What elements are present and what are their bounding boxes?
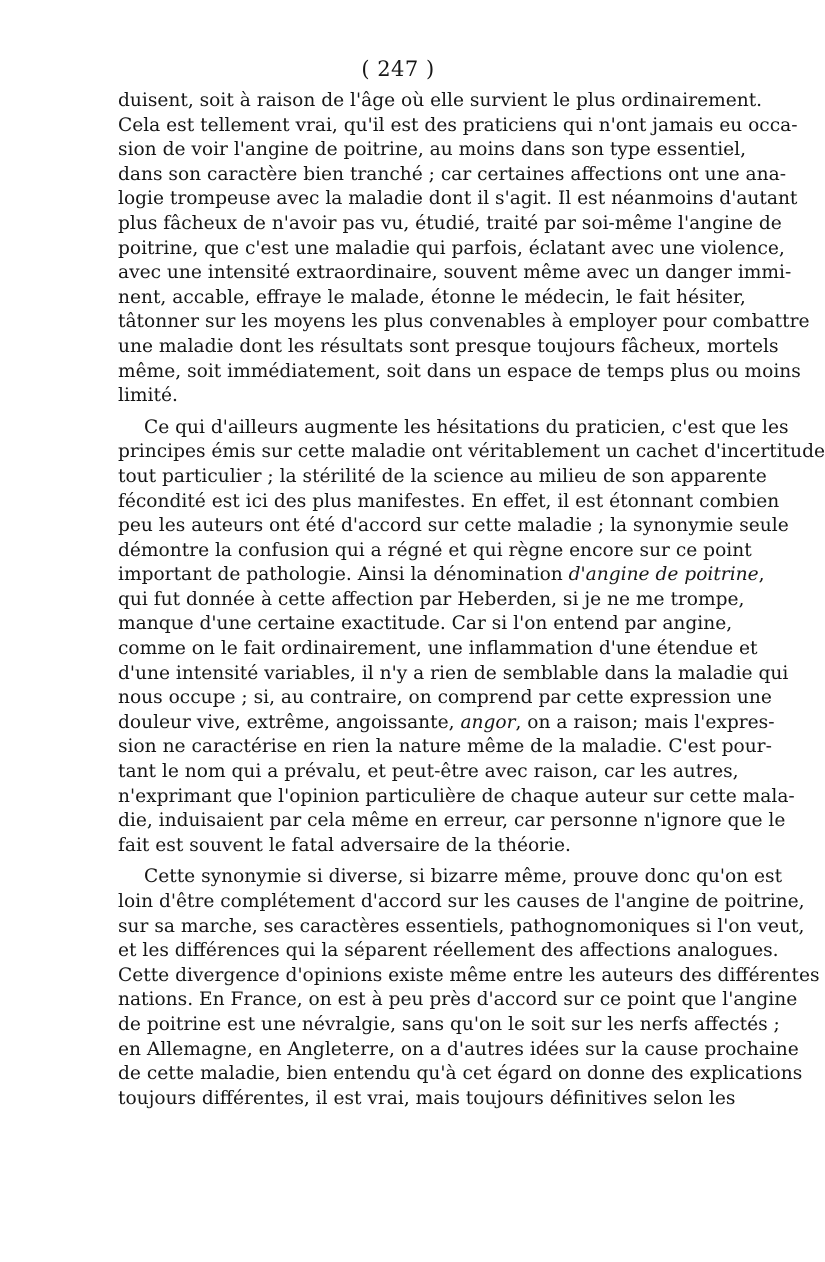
text-line: principes émis sur cette maladie ont véritablement un cachet d'incertitude — [118, 441, 825, 463]
text-line: poitrine, que c'est une maladie qui parfois, éclatant avec une violence, — [118, 237, 785, 259]
paragraph-1 — [118, 89, 810, 409]
text-line: Cette synonymie si diverse, si bizarre même, prouve donc qu'on est — [144, 866, 783, 888]
text-line: logie trompeuse avec la maladie dont il s'agit. Il est néanmoins d'autant — [118, 188, 798, 210]
text-line: nations. En France, on est à peu près d'accord sur ce point que l'angine — [118, 989, 798, 1011]
text-line: tâtonner sur les moyens les plus convenables à employer pour combattre — [118, 311, 810, 333]
text-line: duisent, soit à raison de l'âge où elle survient le plus ordinairement. — [118, 90, 763, 111]
text-line: manque d'une certaine exactitude. Car si l'on entend par angine, — [118, 613, 733, 635]
text-line: tout particulier ; la stérilité de la science au milieu de son apparente — [118, 465, 767, 487]
italic-term: d'angine de poitrine — [568, 564, 759, 586]
text-line: peu les auteurs ont été d'accord sur cette maladie ; la synonymie seule — [118, 515, 789, 537]
text-line: sur sa marche, ses caractères essentiels, pathognomoniques si l'on veut, — [118, 915, 805, 937]
text-line: une maladie dont les résultats sont presque toujours fâcheux, mortels — [118, 335, 779, 357]
text-line: de poitrine est une névralgie, sans qu'on le soit sur les nerfs affectés ; — [118, 1013, 780, 1035]
text-line: sion ne caractérise en rien la nature même de la maladie. C'est pour- — [118, 736, 772, 758]
paragraph-3 — [118, 865, 820, 1111]
text-line: démontre la confusion qui a régné et qui règne encore sur ce point — [118, 539, 752, 561]
text-line: de cette maladie, bien entendu qu'à cet égard on donne des explications — [118, 1063, 803, 1085]
text-line: fait est souvent le fatal adversaire de la théorie. — [118, 834, 571, 856]
text-line: comme on le fait ordinairement, une inflammation d'une étendue et — [118, 638, 758, 660]
italic-term: angor — [460, 711, 516, 733]
text-line: n'exprimant que l'opinion particulière de chaque auteur sur cette mala- — [118, 785, 795, 807]
text-line: en Allemagne, en Angleterre, on a d'autres idées sur la cause prochaine — [118, 1038, 799, 1060]
text-line: Cette divergence d'opinions existe même entre les auteurs des différentes — [118, 964, 820, 986]
text-line: toujours différentes, il est vrai, mais toujours définitives selon les — [118, 1087, 736, 1109]
text-segment: , — [758, 564, 765, 586]
book-page — [118, 55, 825, 1111]
text-line: qui fut donnée à cette affection par Heberden, si je ne me trompe, — [118, 588, 745, 610]
text-line: tant le nom qui a prévalu, et peut-être avec raison, car les autres, — [118, 761, 739, 783]
page-number: ( 247 ) — [361, 57, 435, 81]
text-line: die, induisaient par cela même en erreur, car personne n'ignore que le — [118, 810, 786, 832]
text-segment: douleur vive, extrême, angoissante, — [118, 711, 461, 733]
text-line-with-italic — [118, 711, 775, 736]
text-line: d'une intensité variables, il n'y a rien de semblable dans la maladie qui — [118, 662, 789, 684]
text-line: limité. — [118, 385, 178, 407]
paragraph-2 — [118, 416, 825, 859]
text-line: avec une intensité extraordinaire, souvent même avec un danger immi- — [118, 262, 792, 284]
text-line: même, soit immédiatement, soit dans un espace de temps plus ou moins — [118, 360, 801, 382]
text-line: sion de voir l'angine de poitrine, au moins dans son type essentiel, — [118, 139, 747, 161]
text-line: nent, accable, effraye le malade, étonne le médecin, le fait hésiter, — [118, 286, 746, 308]
text-line: Cela est tellement vrai, qu'il est des praticiens qui n'ont jamais eu occa- — [118, 114, 798, 136]
text-line: dans son caractère bien tranché ; car certaines affections ont une ana- — [118, 163, 786, 185]
text-line: nous occupe ; si, au contraire, on comprend par cette expression une — [118, 687, 772, 709]
text-line: et les différences qui la séparent réellement des affections analogues. — [118, 940, 779, 962]
text-line: fécondité est ici des plus manifestes. En effet, il est étonnant combien — [118, 490, 780, 512]
text-line: Ce qui d'ailleurs augmente les hésitations du praticien, c'est que les — [144, 416, 789, 438]
text-line: plus fâcheux de n'avoir pas vu, étudié, traité par soi-même l'angine de — [118, 212, 782, 234]
text-segment: , on a raison; mais l'expres- — [515, 711, 775, 733]
text-line: loin d'être complétement d'accord sur les causes de l'angine de poitrine, — [118, 891, 805, 912]
text-line-with-italic — [118, 563, 765, 588]
text-segment: important de pathologie. Ainsi la dénomination — [118, 564, 569, 586]
